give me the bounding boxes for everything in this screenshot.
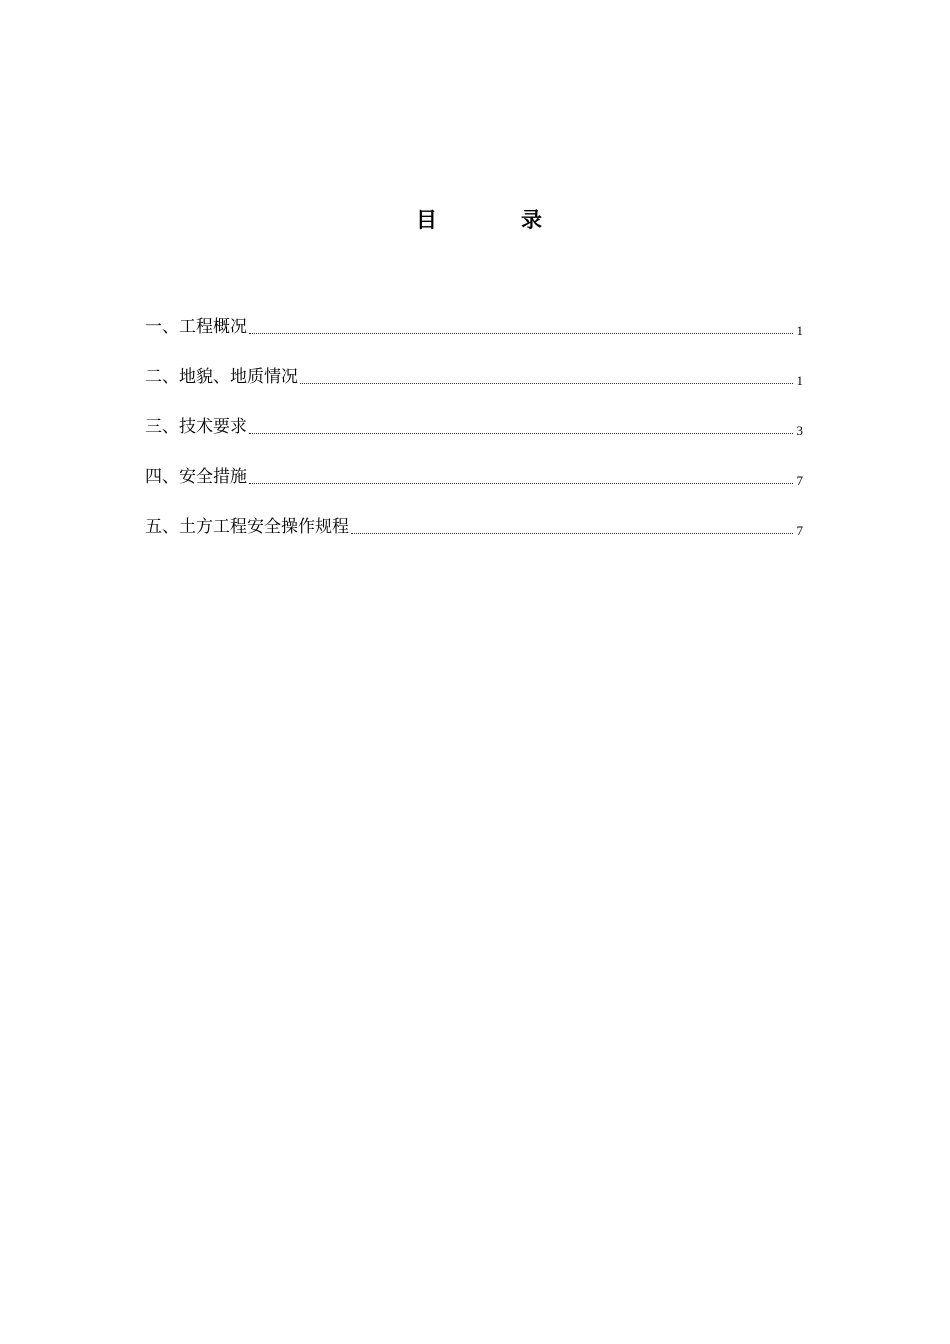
toc-entry-label: 四、安全措施 — [145, 467, 247, 487]
toc-entry-label: 一、工程概况 — [145, 317, 247, 337]
toc-entry-page-number: 7 — [796, 473, 803, 488]
toc-title-char-1: 目 — [416, 208, 437, 232]
toc-entry[interactable] — [145, 390, 803, 440]
toc-dot-leader — [351, 532, 793, 534]
toc-entry[interactable] — [145, 440, 803, 490]
toc-title — [0, 205, 950, 235]
toc-entry-label: 二、地貌、地质情况 — [145, 367, 298, 387]
toc-entry-page-number: 7 — [796, 523, 803, 538]
toc-entry-label: 五、土方工程安全操作规程 — [145, 517, 349, 537]
toc-dot-leader — [300, 382, 793, 384]
toc-entry[interactable] — [145, 290, 803, 340]
toc-entry[interactable] — [145, 490, 803, 540]
toc-dot-leader — [249, 432, 793, 434]
toc-dot-leader — [249, 482, 793, 484]
toc-entry-page-number: 1 — [796, 373, 803, 388]
toc-title-char-2: 录 — [521, 208, 542, 232]
toc-list — [145, 290, 803, 540]
toc-dot-leader — [249, 332, 793, 334]
toc-entry[interactable] — [145, 340, 803, 390]
toc-entry-label: 三、技术要求 — [145, 417, 247, 437]
toc-entry-page-number: 3 — [796, 423, 803, 438]
toc-entry-page-number: 1 — [796, 323, 803, 338]
